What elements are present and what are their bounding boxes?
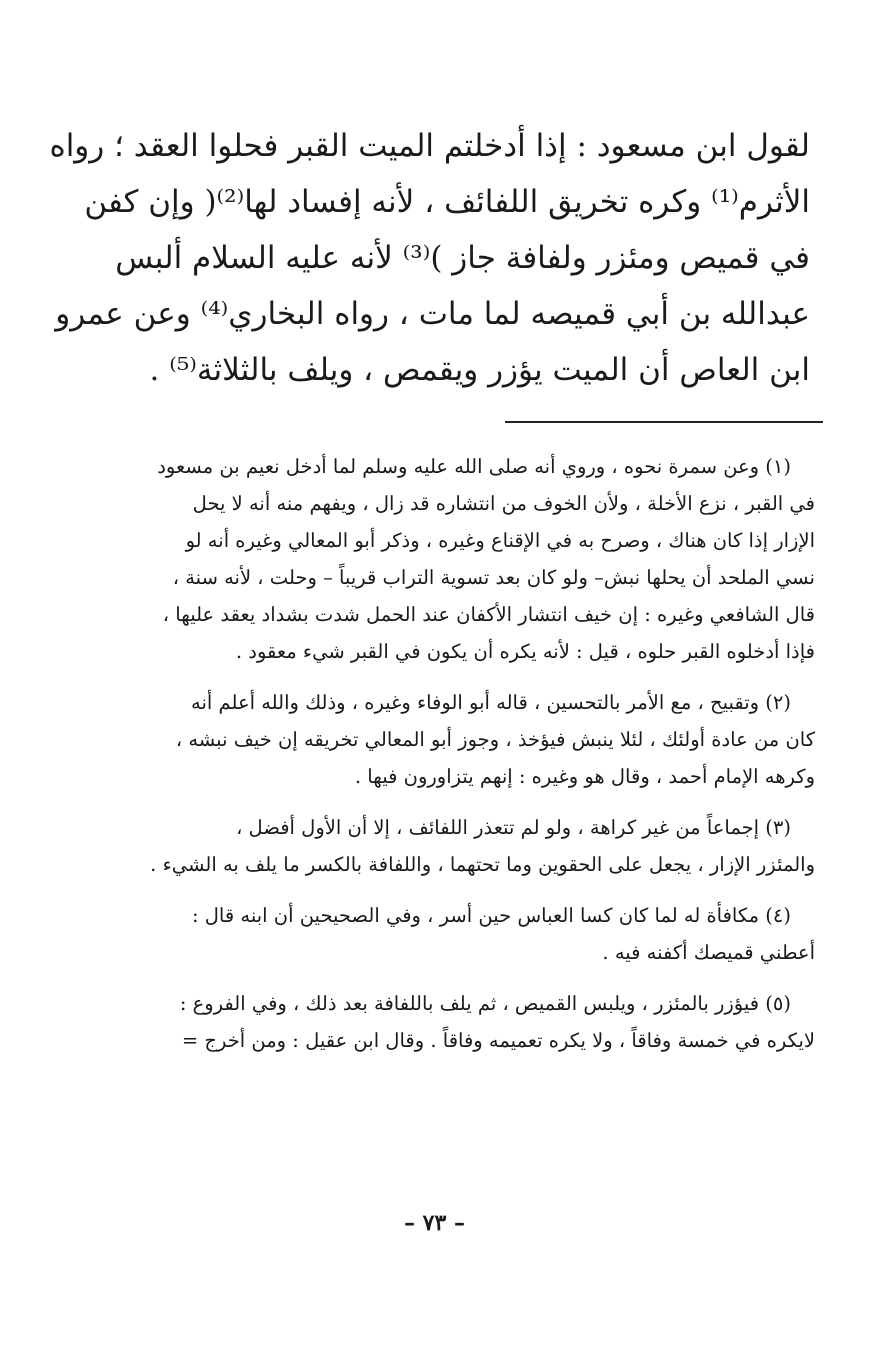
footnote-line: (٣) إجماعاً من غير كراهة ، ولو لم تتعذر اللفائف ، إلا أن الأول أفضل ، [236, 816, 791, 839]
footnotes-section [80, 448, 815, 1073]
main-text-line: لقول ابن مسعود : إذا أدخلتم الميت القبر فحلوا العقد ؛ رواه [49, 128, 810, 164]
footnote-line: الإزار إذا كان هناك ، وصرح به في الإقناع وغيره ، وذكر أبو المعالي وغيره أنه لو [185, 529, 815, 552]
main-text-line: ابن العاص أن الميت يؤزر ويقمص ، ويلف بالثلاثة⁽⁵⁾ . [149, 352, 810, 388]
footnote-line: كان من عادة أولئك ، لئلا ينبش فيؤخذ ، وجوز أبو المعالي تخريقه إن خيف نبشه ، [175, 728, 815, 751]
footnote-line: وكرهه الإمام أحمد ، وقال هو وغيره : إنهم يتزاورون فيها . [354, 765, 815, 788]
footnote-line: لايكره في خمسة وفاقاً ، ولا يكره تعميمه وفاقاً . وقال ابن عقيل : ومن أخرج = [181, 1029, 815, 1052]
main-text-line: عبدالله بن أبي قميصه لما مات ، رواه البخاري⁽⁴⁾ وعن عمرو [55, 296, 810, 332]
footnote-separator [505, 421, 823, 423]
main-text-line: في قميص ومئزر ولفافة جاز )⁽³⁾ لأنه عليه السلام ألبس [115, 240, 810, 276]
footnote-line: (١) وعن سمرة نحوه ، وروي أنه صلى الله عليه وسلم لما أدخل نعيم بن مسعود [157, 455, 791, 478]
footnote-line: فإذا أدخلوه القبر حلوه ، قيل : لأنه يكره أن يكون في القبر شيء معقود . [235, 640, 815, 663]
footnote-5 [80, 985, 815, 1059]
footnote-1 [80, 448, 815, 670]
footnote-line: في القبر ، نزع الأخلة ، ولأن الخوف من انتشاره قد زال ، ويفهم منه أنه لا يحل [192, 492, 815, 515]
page-number: – ٧٣ – [404, 1210, 465, 1236]
footnote-line: نسي الملحد أن يحلها نبش– ولو كان بعد تسوية التراب قريباً – وحلت ، لأنه سنة ، [172, 566, 815, 589]
footnote-3 [80, 809, 815, 883]
main-text-line: الأثرم⁽¹⁾ وكره تخريق اللفائف ، لأنه إفساد لها⁽²⁾( وإن كفن [84, 184, 810, 220]
footnote-2 [80, 684, 815, 795]
footnote-line: (٢) وتقبيح ، مع الأمر بالتحسين ، قاله أبو الوفاء وغيره ، وذلك والله أعلم أنه [191, 691, 791, 714]
footnote-line: أعطني قميصك أكفنه فيه . [602, 941, 815, 964]
footnote-line: والمئزر الإزار ، يجعل على الحقوين وما تحتهما ، واللفافة بالكسر ما يلف به الشيء . [150, 853, 815, 876]
footnote-line: (٤) مكافأة له لما كان كسا العباس حين أسر ، وفي الصحيحين أن ابنه قال : [192, 904, 791, 927]
footnote-4 [80, 897, 815, 971]
footnote-line: (٥) فيؤزر بالمئزر ، ويلبس القميص ، ثم يلف باللفافة بعد ذلك ، وفي الفروع : [179, 992, 791, 1015]
footnote-line: قال الشافعي وغيره : إن خيف انتشار الأكفان عند الحمل شدت بشداد يعقد عليها ، [162, 603, 815, 626]
main-text-block [49, 118, 810, 398]
